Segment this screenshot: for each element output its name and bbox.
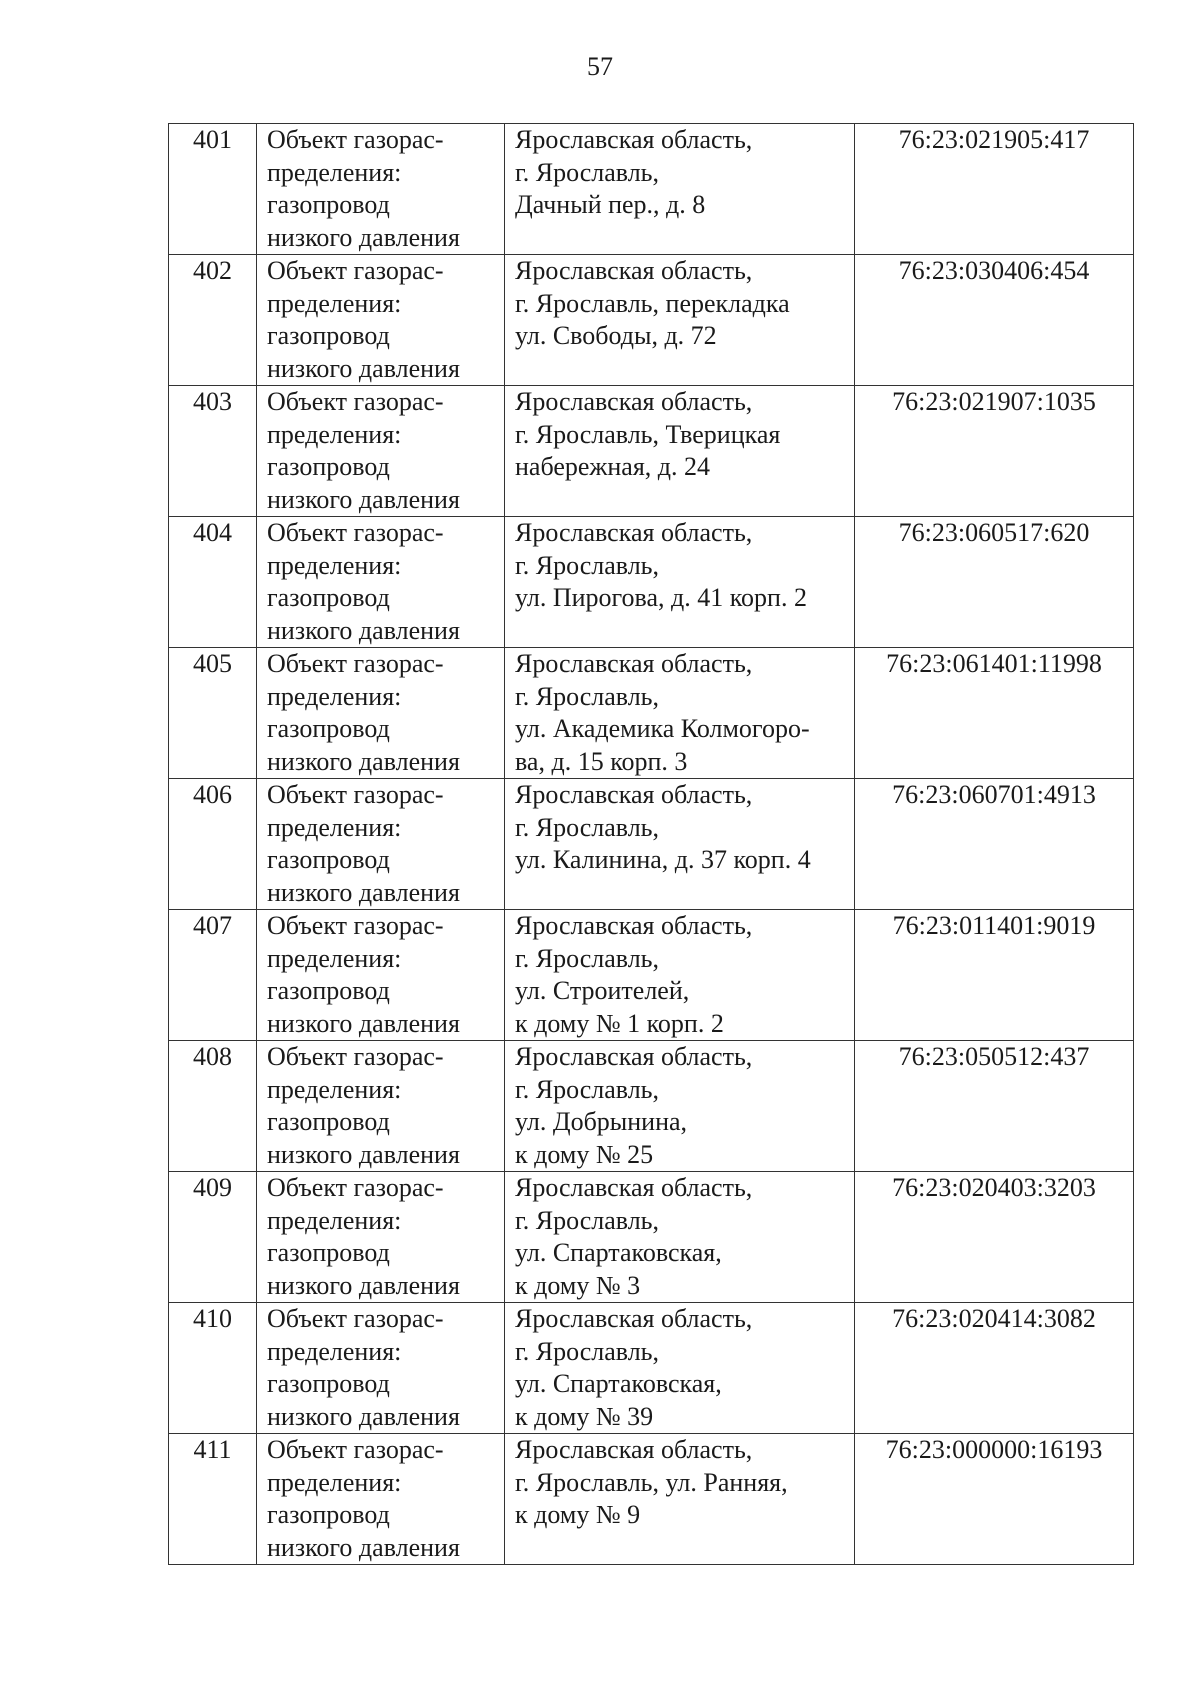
cadastral-number: 76:23:060517:620 — [855, 517, 1134, 648]
table-row — [169, 1041, 1134, 1172]
address-line: Ярославская область, — [515, 1173, 753, 1202]
object-name-line: газопровод — [267, 845, 390, 874]
table-row — [169, 1172, 1134, 1303]
address-line: Ярославская область, — [515, 256, 753, 285]
object-name-line: газопровод — [267, 452, 390, 481]
object-name-cell — [257, 648, 505, 779]
table-row — [169, 386, 1134, 517]
object-name-line: Объект газорас- — [267, 387, 444, 416]
object-name-cell — [257, 255, 505, 386]
address-cell — [505, 648, 855, 779]
table-row — [169, 779, 1134, 910]
object-name-line: Объект газорас- — [267, 1042, 444, 1071]
object-name-line: пределения: — [267, 1205, 402, 1235]
address-cell — [505, 386, 855, 517]
cadastral-number: 76:23:020414:3082 — [855, 1303, 1134, 1434]
object-name-line: Объект газорас- — [267, 256, 444, 285]
table-row — [169, 124, 1134, 255]
address-line: ул. Спартаковская, — [515, 1369, 722, 1398]
object-name-line: газопровод — [267, 321, 390, 350]
object-name-line: Объект газорас- — [267, 1304, 444, 1333]
address-line: г. Ярославль, — [515, 943, 660, 973]
object-name-line: низкого давления — [267, 353, 460, 383]
object-name-cell — [257, 779, 505, 910]
address-line: к дому № 39 — [515, 1401, 654, 1431]
object-name-line: низкого давления — [267, 877, 460, 907]
address-cell — [505, 255, 855, 386]
object-name-line: низкого давления — [267, 484, 460, 514]
object-name-line: Объект газорас- — [267, 649, 444, 678]
address-cell — [505, 1434, 855, 1565]
object-name-line: газопровод — [267, 1238, 390, 1267]
address-line: Ярославская область, — [515, 387, 753, 416]
object-name-line: низкого давления — [267, 1139, 460, 1169]
object-name-line: газопровод — [267, 1500, 390, 1529]
object-name-cell — [257, 910, 505, 1041]
object-name-line: низкого давления — [267, 615, 460, 645]
object-name-line: пределения: — [267, 1467, 402, 1497]
object-name-line: пределения: — [267, 1336, 402, 1366]
object-name-line: пределения: — [267, 288, 402, 318]
address-line: г. Ярославль, — [515, 1074, 660, 1104]
address-line: г. Ярославль, Тверицкая — [515, 419, 781, 449]
object-name-line: пределения: — [267, 943, 402, 973]
object-name-cell — [257, 386, 505, 517]
cadastral-number: 76:23:060701:4913 — [855, 779, 1134, 910]
object-name-cell — [257, 1434, 505, 1565]
row-number: 410 — [169, 1303, 257, 1434]
object-name-line: низкого давления — [267, 746, 460, 776]
address-line: ул. Калинина, д. 37 корп. 4 — [515, 845, 811, 874]
cadastral-number: 76:23:021905:417 — [855, 124, 1134, 255]
address-line: ва, д. 15 корп. 3 — [515, 746, 688, 776]
address-line: ул. Пирогова, д. 41 корп. 2 — [515, 583, 807, 612]
object-name-line: Объект газорас- — [267, 1435, 444, 1464]
object-name-line: низкого давления — [267, 1008, 460, 1038]
address-line: Дачный пер., д. 8 — [515, 190, 706, 219]
address-cell — [505, 779, 855, 910]
cadastral-number: 76:23:000000:16193 — [855, 1434, 1134, 1565]
table-row — [169, 910, 1134, 1041]
address-line: г. Ярославль, — [515, 1205, 660, 1235]
object-name-line: пределения: — [267, 550, 402, 580]
table-row — [169, 1303, 1134, 1434]
address-line: набережная, д. 24 — [515, 452, 711, 481]
object-name-cell — [257, 517, 505, 648]
address-cell — [505, 124, 855, 255]
cadastral-number: 76:23:020403:3203 — [855, 1172, 1134, 1303]
object-name-line: пределения: — [267, 681, 402, 711]
object-name-line: пределения: — [267, 419, 402, 449]
table-row — [169, 255, 1134, 386]
address-line: г. Ярославль, ул. Ранняя, — [515, 1467, 788, 1497]
object-name-line: Объект газорас- — [267, 1173, 444, 1202]
address-line: ул. Спартаковская, — [515, 1238, 722, 1267]
address-line: к дому № 1 корп. 2 — [515, 1008, 724, 1038]
page-number: 57 — [587, 52, 613, 81]
address-cell — [505, 1172, 855, 1303]
object-name-line: пределения: — [267, 1074, 402, 1104]
address-line: г. Ярославль, перекладка — [515, 288, 790, 318]
object-name-line: Объект газорас- — [267, 125, 444, 154]
address-line: Ярославская область, — [515, 1042, 753, 1071]
cadastral-number: 76:23:011401:9019 — [855, 910, 1134, 1041]
row-number: 408 — [169, 1041, 257, 1172]
object-name-line: газопровод — [267, 190, 390, 219]
registry-table-body — [169, 124, 1134, 1565]
object-name-line: низкого давления — [267, 222, 460, 252]
address-line: г. Ярославль, — [515, 812, 660, 842]
address-line: ул. Добрынина, — [515, 1107, 688, 1136]
address-line: г. Ярославль, — [515, 1336, 660, 1366]
object-name-line: пределения: — [267, 157, 402, 187]
object-name-cell — [257, 1172, 505, 1303]
object-name-line: низкого давления — [267, 1401, 460, 1431]
object-name-line: газопровод — [267, 1107, 390, 1136]
object-name-line: газопровод — [267, 583, 390, 612]
address-line: к дому № 9 — [515, 1500, 641, 1529]
object-name-line: низкого давления — [267, 1270, 460, 1300]
row-number: 404 — [169, 517, 257, 648]
object-name-line: газопровод — [267, 714, 390, 743]
cadastral-number: 76:23:030406:454 — [855, 255, 1134, 386]
address-line: г. Ярославль, — [515, 550, 660, 580]
object-name-cell — [257, 1303, 505, 1434]
address-line: Ярославская область, — [515, 518, 753, 547]
object-name-line: пределения: — [267, 812, 402, 842]
row-number: 401 — [169, 124, 257, 255]
address-cell — [505, 1041, 855, 1172]
object-name-line: Объект газорас- — [267, 780, 444, 809]
row-number: 411 — [169, 1434, 257, 1565]
row-number: 409 — [169, 1172, 257, 1303]
cadastral-number: 76:23:050512:437 — [855, 1041, 1134, 1172]
object-name-line: газопровод — [267, 1369, 390, 1398]
table-row — [169, 1434, 1134, 1565]
address-line: Ярославская область, — [515, 780, 753, 809]
address-line: Ярославская область, — [515, 125, 753, 154]
registry-table — [168, 123, 1134, 1565]
object-name-cell — [257, 1041, 505, 1172]
row-number: 405 — [169, 648, 257, 779]
address-line: Ярославская область, — [515, 1435, 753, 1464]
cadastral-number: 76:23:061401:11998 — [855, 648, 1134, 779]
address-line: Ярославская область, — [515, 1304, 753, 1333]
address-cell — [505, 517, 855, 648]
address-line: к дому № 25 — [515, 1139, 654, 1169]
object-name-line: Объект газорас- — [267, 518, 444, 547]
row-number: 407 — [169, 910, 257, 1041]
table-row — [169, 648, 1134, 779]
address-line: ул. Академика Колмогоро- — [515, 714, 810, 743]
object-name-line: газопровод — [267, 976, 390, 1005]
row-number: 406 — [169, 779, 257, 910]
address-line: Ярославская область, — [515, 649, 753, 678]
address-line: ул. Строителей, — [515, 976, 690, 1005]
address-line: г. Ярославль, — [515, 157, 660, 187]
table-row — [169, 517, 1134, 648]
address-line: к дому № 3 — [515, 1270, 641, 1300]
row-number: 403 — [169, 386, 257, 517]
cadastral-number: 76:23:021907:1035 — [855, 386, 1134, 517]
address-line: ул. Свободы, д. 72 — [515, 321, 717, 350]
address-cell — [505, 910, 855, 1041]
object-name-line: Объект газорас- — [267, 911, 444, 940]
address-cell — [505, 1303, 855, 1434]
address-line: г. Ярославль, — [515, 681, 660, 711]
object-name-cell — [257, 124, 505, 255]
address-line: Ярославская область, — [515, 911, 753, 940]
row-number: 402 — [169, 255, 257, 386]
object-name-line: низкого давления — [267, 1532, 460, 1562]
